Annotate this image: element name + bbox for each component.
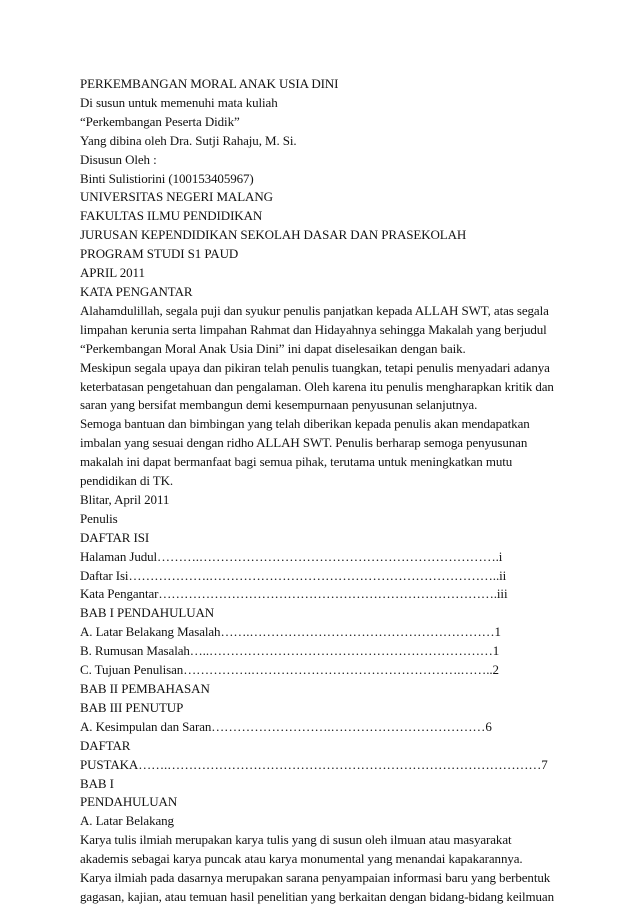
toc-heading: DAFTAR ISI xyxy=(80,529,150,545)
preface-text-line: Semoga bantuan dan bimbingan yang telah diberikan kepada penulis akan mendapatkan xyxy=(80,416,530,432)
preface-text-line: pendidikan di TK. xyxy=(80,473,174,489)
toc-entry: A. Latar Belakang Masalah…….…………………………………………………1 xyxy=(80,624,501,640)
preface-text-line: limpahan kerunia serta limpahan Rahmat dan Hidayahnya sehingga Makalah yang berjudul xyxy=(80,321,547,337)
document-page xyxy=(80,75,560,907)
section-heading: A. Latar Belakang xyxy=(80,813,174,829)
preface-text-line: Alahamdulillah, segala puji dan syukur penulis panjatkan kepada ALLAH SWT, atas segala xyxy=(80,302,549,318)
toc-entry: Kata Pengantar…………………………………………………………………….iii xyxy=(80,586,508,602)
preface-text-line: makalah ini dapat bermanfaat bagi semua pihak, terutama untuk meningkatkan mutu xyxy=(80,454,513,470)
toc-entry: DAFTAR xyxy=(80,737,131,753)
toc-entry: Halaman Judul……….…………………………………………………………….i xyxy=(80,548,503,564)
university-name: UNIVERSITAS NEGERI MALANG xyxy=(80,189,273,205)
supervisor-line: Yang dibina oleh Dra. Sutji Rahaju, M. Si. xyxy=(80,132,297,148)
toc-chapter: BAB I PENDAHULUAN xyxy=(80,605,215,621)
doc-title: PERKEMBANGAN MORAL ANAK USIA DINI xyxy=(80,76,339,91)
preface-text-line: “Perkembangan Moral Anak Usia Dini” ini dapat diselesaikan dengan baik. xyxy=(80,340,466,356)
preface-text-line: saran yang bersifat membangun demi kesempurnaan penyusunan selanjutnya. xyxy=(80,397,478,413)
body-text-line: Karya ilmiah pada dasarnya merupakan sarana penyampaian informasi baru yang berbentuk xyxy=(80,870,551,886)
toc-entry: PUSTAKA…….……………………………………………………………………………7 xyxy=(80,756,548,772)
toc-entry: C. Tujuan Penulisan…………….………………………………………….……..2 xyxy=(80,662,499,678)
faculty-name: FAKULTAS ILMU PENDIDIKAN xyxy=(80,208,263,224)
preface-text-line: keterbatasan pengetahuan dan pengalaman. Oleh karena itu penulis mengharapkan kritik dan xyxy=(80,378,554,394)
preface-text-line: Meskipun segala upaya dan pikiran telah penulis tuangkan, tetapi penulis menyadari adanya xyxy=(80,359,550,375)
date-line: APRIL 2011 xyxy=(80,265,145,281)
program-name: PROGRAM STUDI S1 PAUD xyxy=(80,246,239,262)
toc-entry: B. Rumusan Masalah…..…………………………………………………………1 xyxy=(80,643,500,659)
preface-heading: KATA PENGANTAR xyxy=(80,283,193,299)
chapter-heading: BAB I xyxy=(80,775,114,791)
chapter-title: PENDAHULUAN xyxy=(80,794,178,810)
body-text-line: gagasan, kajian, atau temuan hasil penelitian yang berkaitan dengan bidang-bidang keilmuan xyxy=(80,888,555,904)
toc-entry: Daftar Isi……………….…………………………………………………………..ii xyxy=(80,567,507,583)
signature-place-date: Blitar, April 2011 xyxy=(80,491,170,507)
subtitle-line: Di susun untuk memenuhi mata kuliah xyxy=(80,94,278,110)
toc-entry: A. Kesimpulan dan Saran……………………….………………………………6 xyxy=(80,718,492,734)
toc-chapter: BAB II PEMBAHASAN xyxy=(80,681,210,696)
preface-text-line: imbalan yang sesuai dengan ridho ALLAH SWT. Penulis berharap semoga penyusunan xyxy=(80,435,528,451)
toc-chapter: BAB III PENUTUP xyxy=(80,699,184,715)
author-name: Binti Sulistiorini (100153405967) xyxy=(80,170,254,186)
signature-author: Penulis xyxy=(80,510,118,526)
body-text-line: akademis sebagai karya puncak atau karya monumental yang menandai kapakarannya. xyxy=(80,851,523,867)
author-heading: Disusun Oleh : xyxy=(80,151,157,167)
department-name: JURUSAN KEPENDIDIKAN SEKOLAH DASAR DAN PRASEKOLAH xyxy=(80,227,467,243)
body-text-line: Karya tulis ilmiah merupakan karya tulis yang di susun oleh ilmuan atau masyarakat xyxy=(80,832,512,848)
course-name: “Perkembangan Peserta Didik” xyxy=(80,113,240,129)
